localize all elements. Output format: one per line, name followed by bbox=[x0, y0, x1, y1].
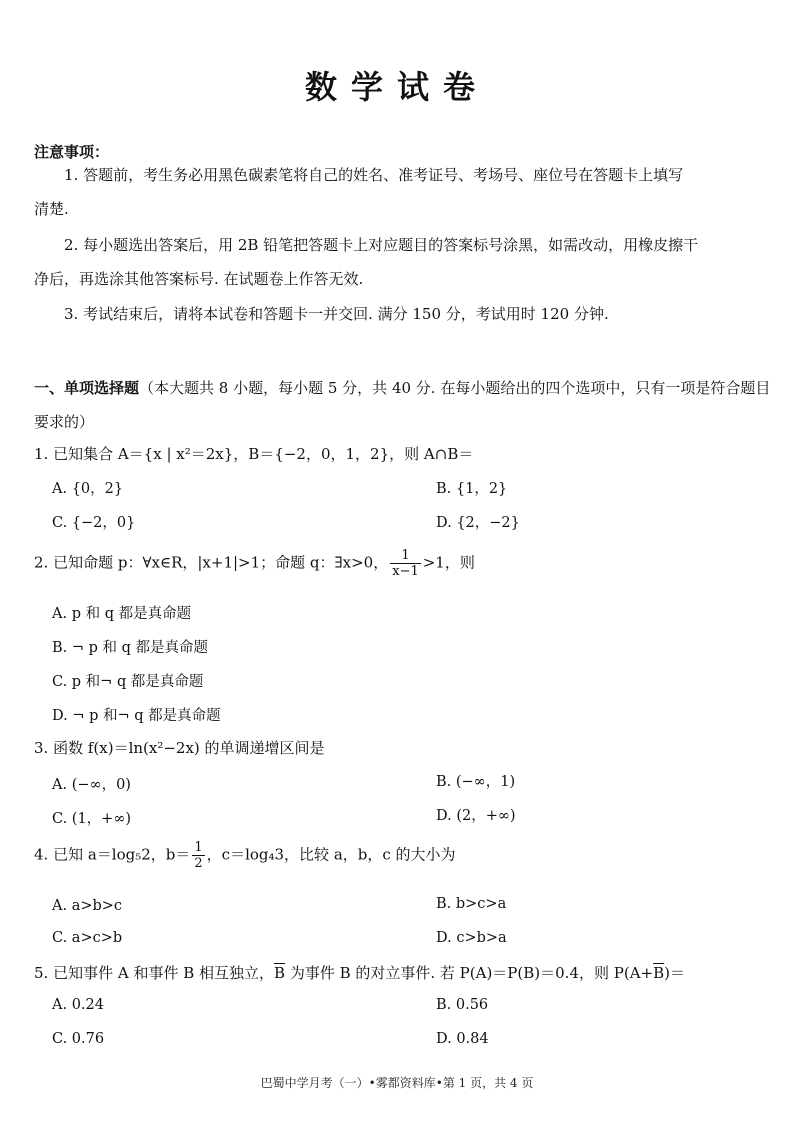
question-5-stem-suffix: )＝ bbox=[664, 964, 685, 982]
notice-item-2-line-2: 净后，再选涂其他答案标号. 在试题卷上作答无效. bbox=[34, 270, 364, 288]
question-3-option-d: D. (2，+∞) bbox=[436, 808, 516, 824]
question-4-option-b: B. b>c>a bbox=[436, 896, 507, 912]
question-1-option-d: D. {2，−2} bbox=[436, 515, 520, 531]
notice-item-2-line-1: 2. 每小题选出答案后，用 2B 铅笔把答题卡上对应题目的答案标号涂黑，如需改动，用橡皮擦干 bbox=[64, 236, 699, 254]
question-3-option-a: A. (−∞，0) bbox=[52, 777, 131, 793]
question-5-option-a: A. 0.24 bbox=[52, 997, 104, 1013]
section-1-description: （本大题共 8 小题，每小题 5 分，共 40 分. 在每小题给出的四个选项中，只有一项是符合题目要求的） bbox=[34, 379, 771, 431]
question-2-option-a: A. p 和 q 都是真命题 bbox=[52, 606, 192, 622]
section-1-heading: 一、单项选择题 bbox=[34, 379, 140, 397]
question-2-stem-suffix: >1，则 bbox=[422, 553, 475, 572]
question-1-option-c: C. {−2，0} bbox=[52, 515, 136, 531]
notice-item-1-line-1: 1. 答题前，考生务必用黑色碳素笔将自己的姓名、准考证号、考场号、座位号在答题卡上填写 bbox=[64, 166, 684, 184]
question-1-stem: 1. 已知集合 A＝{x | x²＝2x}，B＝{−2，0，1，2}，则 A∩B＝ bbox=[34, 445, 474, 463]
question-4-stem bbox=[34, 840, 456, 871]
question-4-fraction-numerator: 1 bbox=[194, 840, 203, 855]
notice-item-3: 3. 考试结束后，请将本试卷和答题卡一并交回. 满分 150 分，考试用时 120 分钟. bbox=[64, 305, 609, 323]
question-5-stem bbox=[34, 962, 685, 983]
question-2-option-d: D. ¬ p 和¬ q 都是真命题 bbox=[52, 708, 221, 724]
question-4-stem-prefix: 4. 已知 a＝log₅2，b＝ bbox=[34, 845, 191, 864]
page-title: 数学试卷 bbox=[304, 68, 489, 106]
question-1-option-a: A. {0，2} bbox=[52, 481, 124, 497]
question-5-complement-b: $\overline{B}$ bbox=[274, 964, 286, 982]
question-2-stem bbox=[34, 548, 475, 579]
notice-heading: 注意事项： bbox=[34, 143, 110, 161]
question-2-fraction-denominator: x−1 bbox=[392, 564, 419, 579]
page-footer: 巴蜀中学月考（一）•雾都资料库•第 1 页，共 4 页 bbox=[260, 1076, 534, 1090]
question-4-option-c: C. a>c>b bbox=[52, 930, 123, 946]
question-2-stem-prefix: 2. 已知命题 p：∀x∈R，|x+1|>1；命题 q：∃x>0， bbox=[34, 553, 389, 572]
question-3-option-c: C. (1，+∞) bbox=[52, 811, 132, 827]
question-4-option-d: D. c>b>a bbox=[436, 930, 507, 946]
question-5-complement-b-2: $\overline{B}$ bbox=[653, 964, 665, 982]
question-4-fraction-denominator: 2 bbox=[194, 856, 203, 871]
section-1-header bbox=[34, 371, 774, 439]
question-2-option-c: C. p 和¬ q 都是真命题 bbox=[52, 674, 204, 690]
question-3-option-b: B. (−∞，1) bbox=[436, 774, 516, 790]
question-2-fraction-numerator: 1 bbox=[390, 548, 421, 564]
question-3-stem: 3. 函数 f(x)＝ln(x²−2x) 的单调递增区间是 bbox=[34, 739, 325, 757]
question-5-option-b: B. 0.56 bbox=[436, 997, 489, 1013]
question-1-option-b: B. {1，2} bbox=[436, 481, 508, 497]
question-2-fraction bbox=[390, 548, 421, 579]
question-4-option-a: A. a>b>c bbox=[52, 898, 123, 914]
question-5-option-d: D. 0.84 bbox=[436, 1031, 489, 1047]
question-5-stem-middle: 为事件 B 的对立事件. 若 P(A)＝P(B)＝0.4，则 P(A+ bbox=[285, 964, 654, 982]
question-5-stem-prefix: 5. 已知事件 A 和事件 B 相互独立， bbox=[34, 964, 275, 982]
question-4-fraction bbox=[192, 840, 204, 871]
question-4-stem-suffix: ，c＝log₄3，比较 a，b，c 的大小为 bbox=[206, 845, 456, 864]
notice-item-1-line-2: 清楚. bbox=[34, 200, 69, 218]
question-5-option-c: C. 0.76 bbox=[52, 1031, 105, 1047]
question-2-option-b: B. ¬ p 和 q 都是真命题 bbox=[52, 640, 209, 656]
